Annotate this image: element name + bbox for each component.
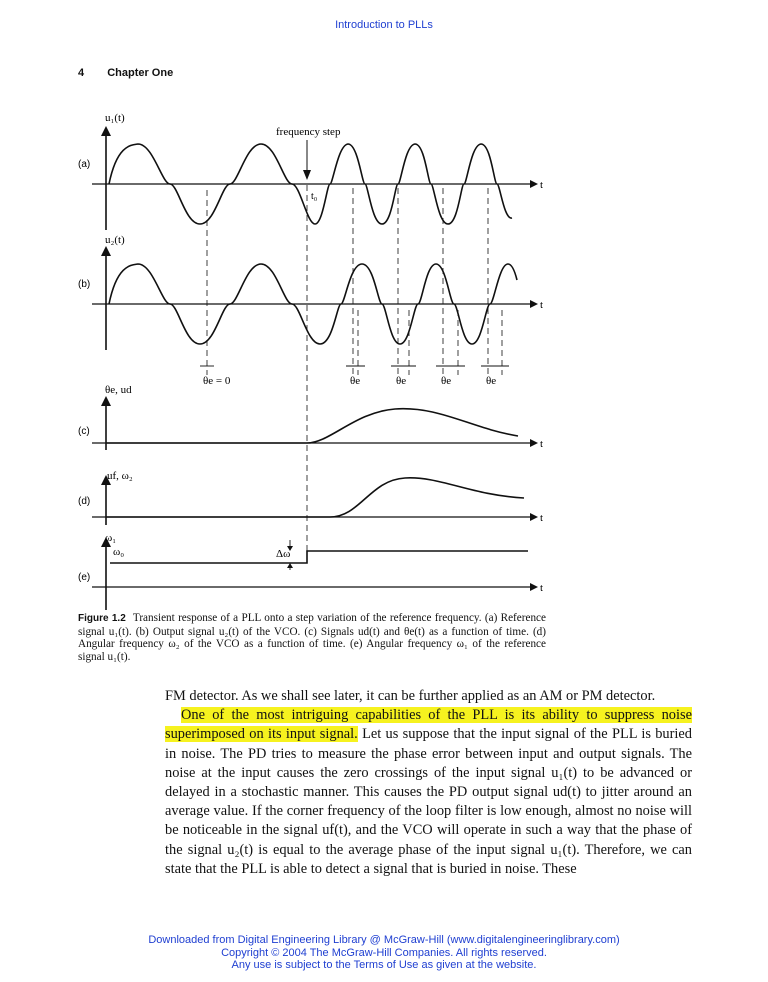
footer <box>0 934 768 972</box>
t0-label: t₀ <box>311 191 318 202</box>
panel-c-plot <box>92 402 536 450</box>
panel-label-b: (b) <box>78 279 91 290</box>
body-text <box>165 687 692 879</box>
footer-download-link[interactable]: Downloaded from Digital Engineering Library @ McGraw-Hill (www.digitalengineeringlibrary.com) <box>148 934 620 946</box>
theta-e-label-1: θe <box>350 375 361 387</box>
t-label-e: t <box>540 582 544 594</box>
t-label-b: t <box>540 299 544 311</box>
running-head <box>78 67 173 79</box>
panel-d-plot <box>92 478 536 525</box>
panel-label-e: (e) <box>78 572 91 583</box>
axis-label-u2: u₂(t) <box>105 234 125 246</box>
page-number: 4 <box>78 67 85 79</box>
t-label-a: t <box>540 179 544 191</box>
axis-label-theta-ud: θe, ud <box>105 384 132 396</box>
highlighted-sentence: One of the most intriguing capabilities of the PLL is its ability to suppress noise superimposed on its input signal. <box>165 707 692 743</box>
figure-transient-response <box>0 105 768 610</box>
theta-e-label-4: θe <box>486 375 497 387</box>
theta-e-label-3: θe <box>441 375 452 387</box>
panel-b-plot <box>92 252 536 350</box>
footer-terms-link[interactable]: Any use is subject to the Terms of Use as given at the website. <box>231 959 537 971</box>
delta-omega-label: Δω <box>276 548 291 560</box>
panel-label-d: (d) <box>78 496 91 507</box>
figure-caption-text: Transient response of a PLL onto a step variation of the reference frequency. (a) Reference signal u₁(t). (b) Output signal u₂(t) of the VCO. (c) Signals ud(t) and θe(t) as a function of time. (d) Angular frequency ω₂ of the VCO as a function of time. (e) Angular frequency ω₁ of the reference signal u₁(t). <box>78 612 546 663</box>
panel-label-c: (c) <box>78 426 90 437</box>
t-label-d: t <box>540 512 544 524</box>
axis-label-u1: u₁(t) <box>105 112 125 124</box>
dashed-guides <box>207 185 502 560</box>
panel-label-a: (a) <box>78 159 91 170</box>
axis-label-uf-w2: uf, ω₂ <box>107 470 133 482</box>
theta-zero-label: θe = 0 <box>203 375 231 387</box>
axis-label-w0: ω₀ <box>113 546 125 558</box>
frequency-step-label: frequency step <box>276 126 341 138</box>
figure-caption <box>78 612 546 663</box>
panel-a-plot <box>92 132 536 230</box>
top-link[interactable]: Introduction to PLLs <box>335 19 433 31</box>
figure-caption-label: Figure 1.2 <box>78 613 126 624</box>
axis-label-w1: ω₁ <box>105 532 117 544</box>
chapter-title: Chapter One <box>107 67 174 79</box>
paragraph-2-rest: Let us suppose that the input signal of the PLL is buried in noise. The PD tries to measure the phase error between input and output signals. The noise at the input causes the zero crossings of the input signal u₁(t) to be advanced or delayed in a stochastic manner. This causes the PD output signal ud(t) to jitter around an average value. If the corner frequency of the loop filter is low enough, almost no noise will be noticeable in the signal uf(t), and the VCO will operate in such a way that the phase of the signal u₂(t) is equal to the average phase of the input signal u₁(t). Therefore, we can state that the PLL is able to detect a signal that is buried in noise. These <box>165 726 692 877</box>
theta-e-label-2: θe <box>396 375 407 387</box>
panel-e-plot <box>92 540 536 610</box>
paragraph-1: FM detector. As we shall see later, it can be further applied as an AM or PM detector. <box>165 688 656 704</box>
footer-copyright[interactable]: Copyright © 2004 The McGraw-Hill Companies. All rights reserved. <box>221 946 547 959</box>
paragraph-2 <box>165 706 692 879</box>
t-label-c: t <box>540 438 544 450</box>
